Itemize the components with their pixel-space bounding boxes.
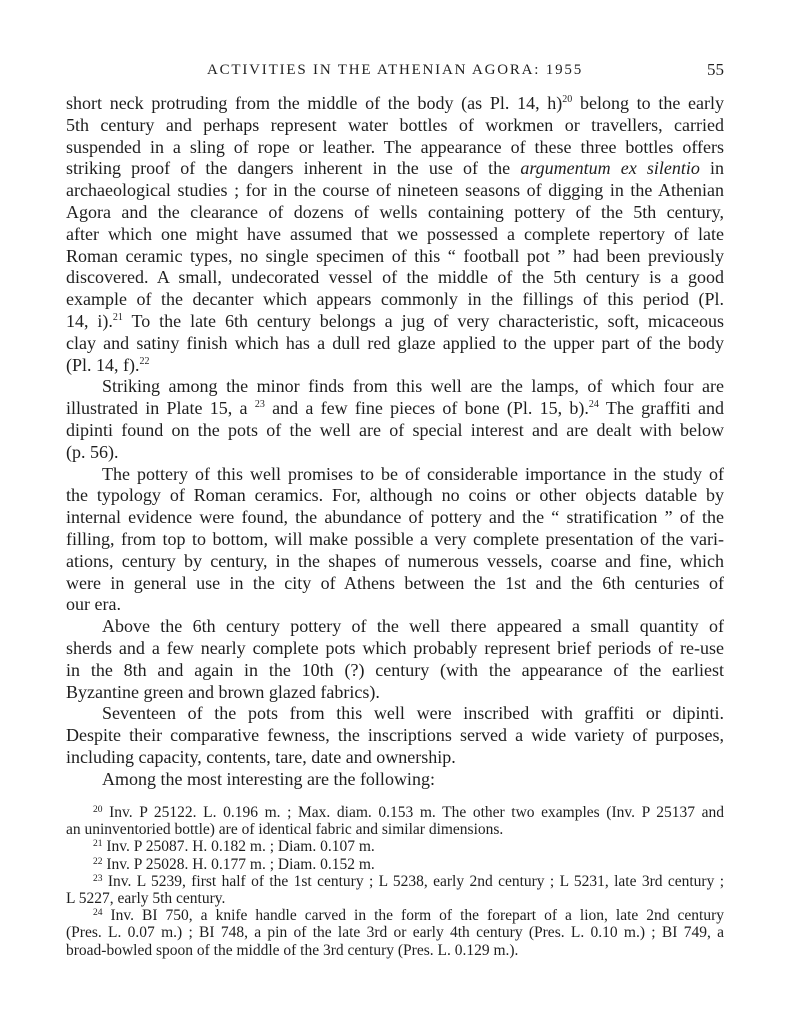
footnote-line <box>66 907 724 924</box>
text-run: Inv. P 25087. H. 0.182 m. ; Diam. 0.107 m. <box>106 838 375 856</box>
body-line: Among the most interesting are the following: <box>102 768 435 789</box>
body-line: Agora and the clearance of dozens of wells containing pottery of the 5th century, <box>66 201 724 222</box>
body-line: Seventeen of the pots from this well were inscribed with graffiti or dipinti. <box>102 703 724 724</box>
body-line: discovered. A small, undecorated vessel of the middle of the 5th century is a good <box>66 267 724 288</box>
body-line: Despite their comparative fewness, the inscriptions served a wide variety of purposes, <box>66 725 724 746</box>
footnote-line: L 5227, early 5th century. <box>66 889 226 907</box>
footnote <box>66 804 724 838</box>
body-line: Byzantine green and brown glazed fabrics). <box>66 681 380 702</box>
footnote-number: 22 <box>93 856 103 867</box>
paragraph <box>66 464 724 617</box>
body-line: Striking among the minor finds from this well are the lamps, of which four are <box>102 376 724 397</box>
footnote-line <box>66 838 724 855</box>
body-line: including capacity, contents, tare, date and ownership. <box>66 746 456 767</box>
body-line: Roman ceramic types, no single specimen of this “ football pot ” had been previously <box>66 245 724 266</box>
text-run: The graffiti and <box>605 398 725 419</box>
body-line <box>66 311 724 333</box>
footnote-ref: 21 <box>112 311 123 323</box>
text-run: Inv. P 25028. H. 0.177 m. ; Diam. 0.152 m. <box>106 855 375 873</box>
footnote <box>66 907 724 959</box>
paragraph <box>66 769 724 791</box>
running-title: ACTIVITIES IN THE ATHENIAN AGORA: 1955 <box>206 62 584 78</box>
page-number: 55 <box>707 60 724 79</box>
body-line: 5th century and perhaps represent water bottles of workmen or travellers, carried <box>66 114 724 135</box>
body-line: internal evidence were found, the abundance of pottery and the “ stratification ” of the <box>66 507 724 528</box>
footnote-line <box>66 856 724 873</box>
body-line: archaeological studies ; for in the course of nineteen seasons of digging in the Athenian <box>66 180 724 201</box>
body-line <box>66 158 724 180</box>
body-line: (p. 56). <box>66 441 119 462</box>
text-run: Inv. P 25122. L. 0.196 m. ; Max. diam. 0.153 m. The other two examples (Inv. P 25137 and <box>109 804 724 821</box>
body-line: dipinti found on the pots of the well are of special interest and are dealt with below <box>66 419 724 440</box>
footnote-ref: 20 <box>562 94 573 105</box>
footnote <box>66 856 724 873</box>
body-line: in the 8th and again in the 10th (?) century (with the appearance of the earliest <box>66 659 724 680</box>
paragraph <box>66 93 724 376</box>
footnote-ref: 24 <box>588 399 599 411</box>
body-line: after which one might have assumed that we possessed a complete repertory of late <box>66 223 724 244</box>
body-line: clay and satiny finish which has a dull red glaze applied to the upper part of the body <box>66 332 724 353</box>
text-run: Inv. L 5239, first half of the 1st century ; L 5238, early 2nd century ; L 5231, late 3rd century ; <box>107 872 725 890</box>
footnote-number: 21 <box>93 839 103 850</box>
body-line: ations, century by century, in the shapes of numerous vessels, coarse and fine, which <box>66 550 724 571</box>
paragraph <box>66 703 724 768</box>
paragraph <box>66 616 724 703</box>
footnote-number: 23 <box>93 873 103 884</box>
text-run: illustrated in Plate 15, a <box>66 398 248 419</box>
footnote-line: (Pres. L. 0.07 m.) ; BI 748, a pin of the late 3rd or early 4th century (Pres. L. 0.10 m.) ; BI 749, a <box>66 924 724 942</box>
body-line: Above the 6th century pottery of the well there appeared a small quantity of <box>102 616 724 637</box>
body-line: example of the decanter which appears commonly in the fillings of this period (Pl. <box>66 289 724 310</box>
body-line: were in general use in the city of Athens between the 1st and the 6th centuries of <box>66 572 724 593</box>
body-line: our era. <box>66 594 121 615</box>
footnote-line <box>66 804 724 821</box>
footnote-number: 24 <box>93 908 103 919</box>
footnote-line: an uninventoried bottle) are of identical fabric and similar dimensions. <box>66 821 504 839</box>
text-run: striking proof of the dangers inherent in the use of the <box>66 158 511 179</box>
text-run: To the late 6th century belongs a jug of very characteristic, soft, micaceous <box>131 310 725 331</box>
running-head <box>66 60 724 80</box>
body-line <box>66 93 724 115</box>
body-line: sherds and a few nearly complete pots which probably represent brief periods of re-use <box>66 637 724 658</box>
body-line: filling, from top to bottom, will make possible a very complete presentation of the vari- <box>66 528 724 549</box>
italic-phrase: argumentum ex silentio <box>520 158 700 179</box>
footnote-ref: 23 <box>254 399 265 411</box>
paragraph <box>66 376 724 463</box>
body-line: suspended in a sling of rope or leather. The appearance of these three bottles offers <box>66 136 724 157</box>
footnote-number: 20 <box>93 805 103 815</box>
footnote-line: broad-bowled spoon of the middle of the 3rd century (Pres. L. 0.129 m.). <box>66 941 519 959</box>
text-run: and a few fine pieces of bone (Pl. 15, b). <box>272 398 589 419</box>
footnote <box>66 838 724 855</box>
footnote-ref: 22 <box>139 355 150 367</box>
body-line: The pottery of this well promises to be of considerable importance in the study of <box>102 463 724 484</box>
text-run: in <box>710 158 725 179</box>
body-text <box>66 93 724 791</box>
text-run: belong to the early <box>579 93 725 113</box>
body-line <box>66 398 724 420</box>
body-line <box>66 355 724 377</box>
footnote-line <box>66 873 724 890</box>
footnote <box>66 873 724 907</box>
text-run: (Pl. 14, f). <box>66 354 140 375</box>
footnotes <box>66 804 724 959</box>
text-run: Inv. BI 750, a knife handle carved in the form of the forepart of a lion, late 2nd century <box>110 907 725 925</box>
text-run: short neck protruding from the middle of the body (as Pl. 14, h) <box>66 93 563 113</box>
body-line: the typology of Roman ceramics. For, although no coins or other objects datable by <box>66 485 724 506</box>
text-run: 14, i). <box>66 310 113 331</box>
